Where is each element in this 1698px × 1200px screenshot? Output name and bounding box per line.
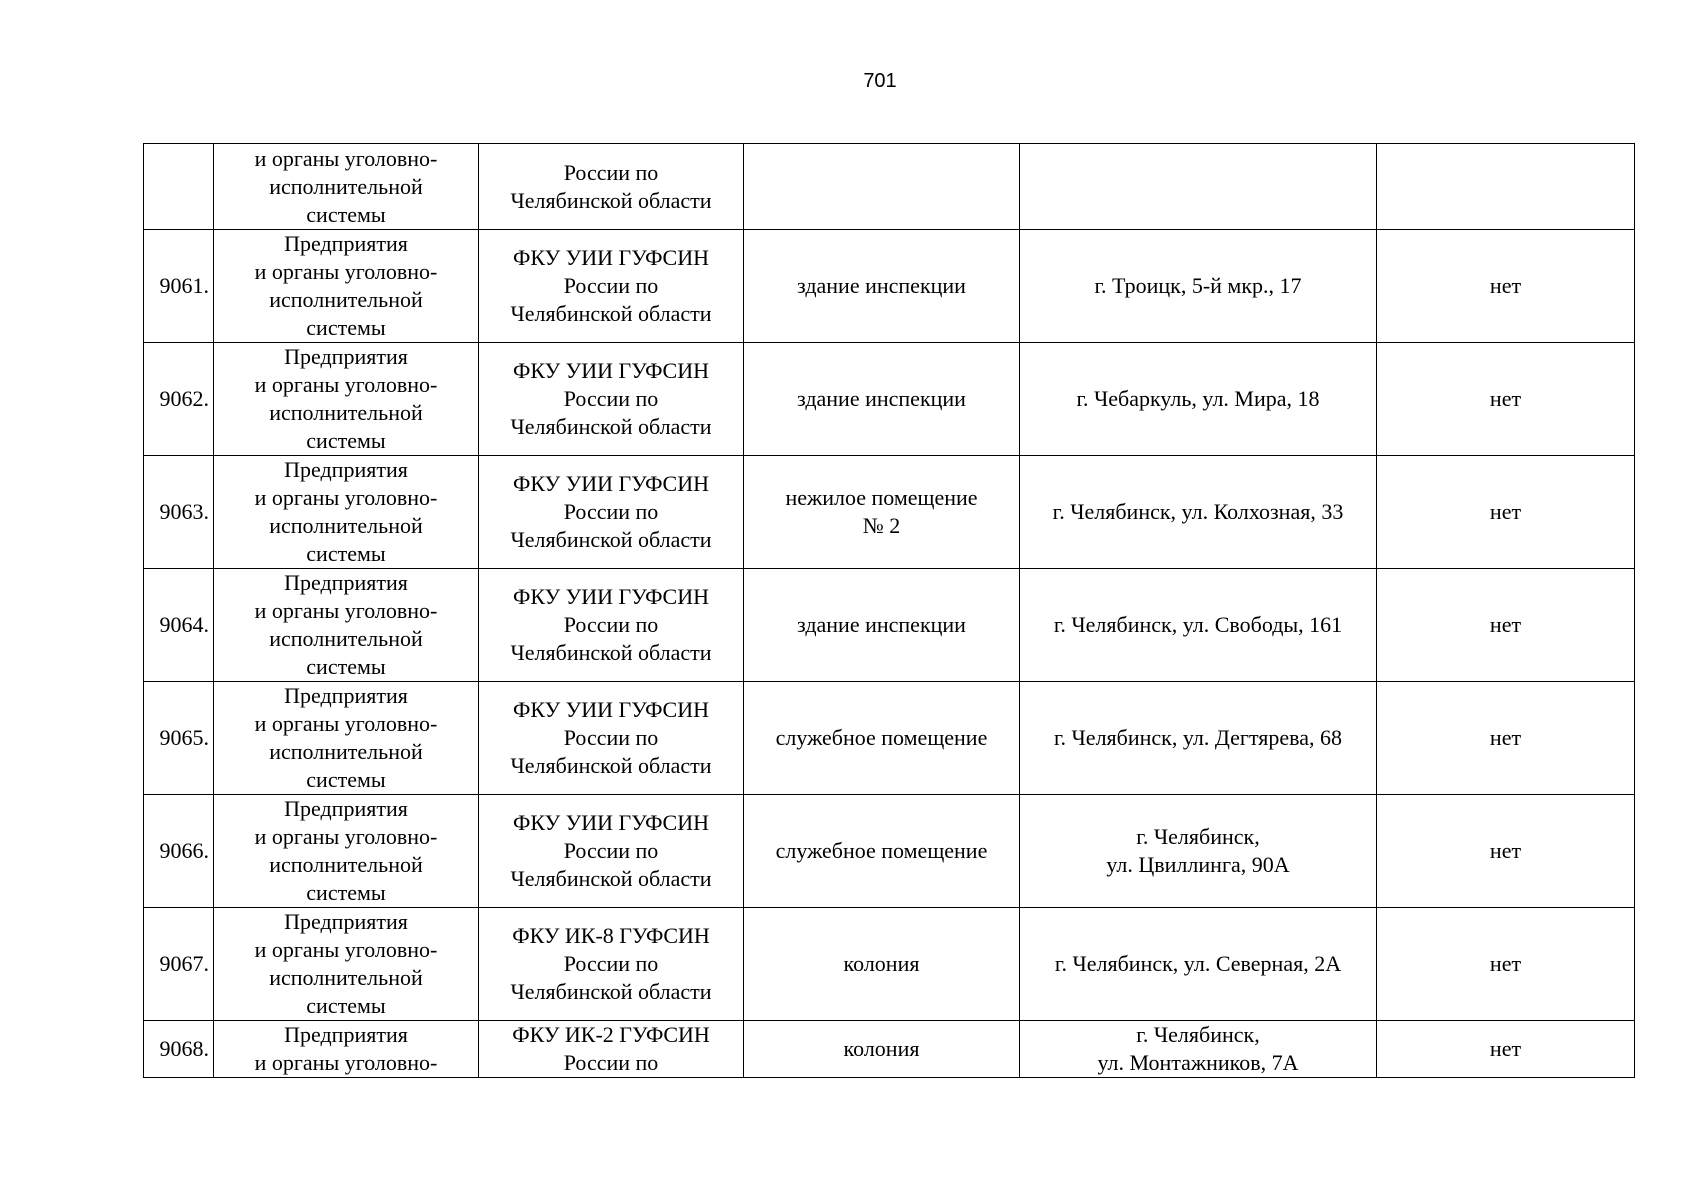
object-cell	[744, 456, 1020, 569]
organization-line: Челябинской области	[510, 640, 712, 665]
enterprise-type-line: Предприятия	[284, 909, 408, 934]
organization-line: России по	[563, 159, 659, 185]
enterprise-type-line: системы	[306, 880, 386, 905]
table-row	[144, 569, 1635, 682]
enterprise-type-line: Предприятия	[284, 683, 408, 708]
address-cell	[1020, 456, 1377, 569]
address-line: ул. Цвиллинга, 90А	[1106, 852, 1290, 877]
enterprise-type-line: исполнительной	[269, 626, 423, 651]
enterprise-type-line: исполнительной	[269, 852, 423, 877]
address-line: г. Троицк, 5-й мкр., 17	[1094, 273, 1302, 298]
organization-cell	[479, 1021, 744, 1078]
enterprise-type-cell	[214, 343, 479, 456]
flag-cell: нет	[1377, 569, 1635, 682]
object-cell	[744, 795, 1020, 908]
flag-cell: нет	[1377, 343, 1635, 456]
organization-line: России по	[563, 725, 659, 750]
object-line: здание инспекции	[797, 386, 966, 411]
row-number-cell: 9067.	[144, 908, 214, 1021]
row-number-cell: 9063.	[144, 456, 214, 569]
organization-cell	[479, 456, 744, 569]
enterprise-type-line: и органы уголовно-	[254, 937, 438, 962]
organization-line: Челябинской области	[510, 753, 712, 778]
address-line: ул. Монтажников, 7А	[1097, 1050, 1299, 1075]
enterprise-type-line: системы	[306, 654, 386, 679]
object-line: здание инспекции	[797, 612, 966, 637]
organization-line: России по	[563, 612, 659, 637]
enterprise-type-cell	[214, 682, 479, 795]
organization-line: ФКУ УИИ ГУФСИН	[512, 810, 710, 835]
enterprise-type-line: и органы уголовно-	[254, 485, 438, 510]
object-line: колония	[843, 951, 920, 976]
organization-cell	[479, 343, 744, 456]
organization-line: ФКУ ИК-8 ГУФСИН	[512, 923, 710, 948]
enterprise-type-cell	[214, 144, 479, 230]
organization-line: ФКУ УИИ ГУФСИН	[512, 471, 710, 496]
enterprise-type-line: Предприятия	[284, 796, 408, 821]
enterprise-type-line: системы	[306, 201, 386, 227]
object-cell	[744, 682, 1020, 795]
table-row	[144, 1021, 1635, 1078]
organization-line: Челябинской области	[510, 301, 712, 326]
row-number-cell: 9062.	[144, 343, 214, 456]
enterprise-type-cell	[214, 908, 479, 1021]
address-line: г. Челябинск, ул. Колхозная, 33	[1052, 499, 1344, 524]
enterprise-type-line: системы	[306, 541, 386, 566]
address-cell	[1020, 144, 1377, 230]
flag-cell	[1377, 144, 1635, 230]
organization-line: ФКУ УИИ ГУФСИН	[512, 697, 710, 722]
enterprise-type-cell	[214, 230, 479, 343]
row-number-cell: 9061.	[144, 230, 214, 343]
table-row	[144, 682, 1635, 795]
organization-cell	[479, 569, 744, 682]
address-line: г. Челябинск, ул. Северная, 2А	[1054, 951, 1342, 976]
object-line: колония	[843, 1036, 920, 1061]
organization-line: Челябинской области	[510, 414, 712, 439]
organization-line: ФКУ УИИ ГУФСИН	[512, 245, 710, 270]
address-cell	[1020, 682, 1377, 795]
address-line: г. Челябинск,	[1136, 1022, 1260, 1047]
enterprise-type-line: Предприятия	[284, 570, 408, 595]
object-cell	[744, 1021, 1020, 1078]
enterprise-type-line: и органы уголовно-	[254, 1050, 438, 1075]
address-line: г. Чебаркуль, ул. Мира, 18	[1076, 386, 1320, 411]
page-number: 701	[863, 70, 897, 92]
object-line: здание инспекции	[797, 273, 966, 298]
enterprise-type-line: системы	[306, 767, 386, 792]
address-cell	[1020, 1021, 1377, 1078]
table-row	[144, 343, 1635, 456]
organization-line: России по	[563, 1050, 659, 1075]
table-row	[144, 230, 1635, 343]
address-cell	[1020, 795, 1377, 908]
enterprise-type-line: исполнительной	[269, 173, 423, 199]
table-row	[144, 795, 1635, 908]
row-number-cell: 9066.	[144, 795, 214, 908]
organization-line: ФКУ УИИ ГУФСИН	[512, 358, 710, 383]
organization-cell	[479, 144, 744, 230]
flag-cell: нет	[1377, 230, 1635, 343]
organization-cell	[479, 795, 744, 908]
organization-cell	[479, 230, 744, 343]
address-cell	[1020, 908, 1377, 1021]
organization-line: ФКУ УИИ ГУФСИН	[512, 584, 710, 609]
enterprise-type-line: и органы уголовно-	[254, 372, 438, 397]
flag-cell: нет	[1377, 456, 1635, 569]
organization-line: Челябинской области	[510, 866, 712, 891]
enterprise-type-line: и органы уголовно-	[254, 259, 438, 284]
organization-line: ФКУ ИК-2 ГУФСИН	[512, 1022, 710, 1047]
address-line: г. Челябинск, ул. Свободы, 161	[1053, 612, 1343, 637]
enterprise-type-line: исполнительной	[269, 287, 423, 312]
enterprise-type-line: Предприятия	[284, 1022, 408, 1047]
enterprise-type-cell	[214, 795, 479, 908]
object-cell	[744, 908, 1020, 1021]
registry-table	[143, 143, 1635, 1078]
row-number-cell: 9064.	[144, 569, 214, 682]
row-number-cell: 9065.	[144, 682, 214, 795]
address-line: г. Челябинск,	[1136, 824, 1260, 849]
enterprise-type-line: исполнительной	[269, 965, 423, 990]
organization-line: Челябинской области	[510, 187, 712, 213]
organization-line: России по	[563, 838, 659, 863]
flag-cell: нет	[1377, 1021, 1635, 1078]
enterprise-type-cell	[214, 569, 479, 682]
table-row	[144, 908, 1635, 1021]
object-line: нежилое помещение	[785, 485, 978, 510]
object-line: служебное помещение	[775, 838, 988, 863]
enterprise-type-line: исполнительной	[269, 513, 423, 538]
enterprise-type-line: и органы уголовно-	[254, 824, 438, 849]
enterprise-type-line: и органы уголовно-	[254, 145, 438, 171]
object-cell	[744, 343, 1020, 456]
object-line: № 2	[862, 513, 901, 538]
enterprise-type-cell	[214, 1021, 479, 1078]
object-line: служебное помещение	[775, 725, 988, 750]
enterprise-type-line: Предприятия	[284, 231, 408, 256]
organization-line: России по	[563, 951, 659, 976]
enterprise-type-line: и органы уголовно-	[254, 711, 438, 736]
enterprise-type-line: системы	[306, 428, 386, 453]
object-cell	[744, 144, 1020, 230]
enterprise-type-line: Предприятия	[284, 457, 408, 482]
organization-line: Челябинской области	[510, 979, 712, 1004]
enterprise-type-line: системы	[306, 315, 386, 340]
row-number-cell: 9068.	[144, 1021, 214, 1078]
enterprise-type-line: и органы уголовно-	[254, 598, 438, 623]
enterprise-type-line: системы	[306, 993, 386, 1018]
table-row-continued	[144, 144, 1635, 230]
flag-cell: нет	[1377, 908, 1635, 1021]
object-cell	[744, 569, 1020, 682]
table-row	[144, 456, 1635, 569]
organization-line: России по	[563, 499, 659, 524]
enterprise-type-line: исполнительной	[269, 739, 423, 764]
organization-line: Челябинской области	[510, 527, 712, 552]
address-line: г. Челябинск, ул. Дегтярева, 68	[1053, 725, 1343, 750]
address-cell	[1020, 343, 1377, 456]
address-cell	[1020, 230, 1377, 343]
enterprise-type-cell	[214, 456, 479, 569]
row-number-cell	[144, 144, 214, 230]
object-cell	[744, 230, 1020, 343]
flag-cell: нет	[1377, 682, 1635, 795]
organization-cell	[479, 908, 744, 1021]
enterprise-type-line: Предприятия	[284, 344, 408, 369]
enterprise-type-line: исполнительной	[269, 400, 423, 425]
organization-line: России по	[563, 386, 659, 411]
organization-line: России по	[563, 273, 659, 298]
flag-cell: нет	[1377, 795, 1635, 908]
address-cell	[1020, 569, 1377, 682]
organization-cell	[479, 682, 744, 795]
